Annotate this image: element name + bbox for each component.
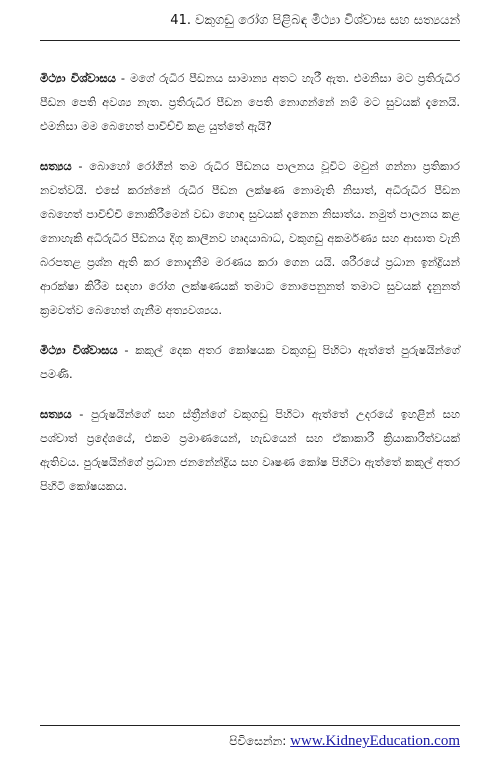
fact-label: සත්‍යය [40,159,72,173]
fact-text: - බොහෝ රෝගීන් තම රුධිර පීඩනය පාලනය වූවිට මවුන් ගන්නා ප්‍රතිකාර නවත්වයි. එසේ කරන්නේ රුධිර පීඩන ලක්ෂණ නොමැති නිසාත්, අධිරුධිර පීඩන බෙහෙත් පාවිච්චි නොකිරීමෙන් වඩා හොඳ සුවයක් දැනෙන නිසාත්ය. නමුත් පාලනය කළ නොහැකි අධිරුධිර පීඩනය දිගු කාලීනව හෘදයාබාධ, වකුගඩු අකර්මණ්‍ය සහ ආඝාත වැනි බරපතළ ප්‍රශ්න ඇති කර නොදැනීම මරණය කරා ගෙන යයි. ශරීරයේ ප්‍රධාන ඉන්ද්‍රියන් ආරක්ෂා කිරීම සඳහා රෝග ලක්ෂණයක් තමාට නොපෙනුනත් තමාට සුවයක් දැනුනත් ක්‍රමවත්ව බෙහෙත් ගැනීම අත්‍යවශ්‍යය. [40,159,460,317]
page-footer [229,733,460,750]
myth-paragraph-1 [40,66,460,138]
footer-prefix: පිවිසෙන්න: [229,734,291,748]
myth-text: - මගේ රුධිර පීඩනය සාමාන්‍ය අතට හැරී ඇත. එමනිසා මට ප්‍රතිරුධිර පීඩන පෙති අවශ්‍ය නැත. ප්‍රතිරුධිර පීඩන පෙති නොගන්නේ නම් මට සුවයක් දැනෙයි. එමනිසා මම බෙහෙත් පාවිච්චි කළ යුත්තේ ඇයි? [40,71,461,133]
article-body [40,66,460,514]
website-link[interactable]: www.KidneyEducation.com [290,733,460,749]
fact-paragraph-1 [40,154,460,322]
fact-paragraph-2 [40,402,460,498]
myth-label: මිථ්‍යා විශ්වාසය [40,343,118,357]
fact-text: - පුරුෂයින්ගේ සහ ස්ත්‍රීන්ගේ වකුගඩු පිහිටා ඇත්තේ උදරයේ ඉහළින් සහ පශ්චාත් ප්‍රදේශයේ, එකම ප්‍රමාණයෙන්, හැඩයෙන් සහ ඒකාකාරී ක්‍රියාකාරීත්වයක් ඇතිවය. පුරුෂයින්ගේ ප්‍රධාන ජනනේන්ද්‍රිය සහ වෘෂණ කෝෂ පිහිටා ඇත්තේ කකුල් අතර පිහිටි කෝෂයකය. [40,407,460,493]
footer-divider [40,725,460,726]
myth-paragraph-2 [40,338,460,386]
page-header [40,4,460,41]
myth-text: - කකුල් දෙක අතර කෝෂයක වකුගඩු පිහිටා ඇත්තේ පුරුෂයින්ගේ පමණි. [40,343,460,381]
chapter-title: 41. වකුගඩු රෝග පිළිබඳ මිථ්‍යා විශ්වාස සහ සත්‍යයන් [170,13,460,28]
fact-label: සත්‍යය [40,407,72,421]
myth-label: මිථ්‍යා විශ්වාසය [40,71,116,85]
